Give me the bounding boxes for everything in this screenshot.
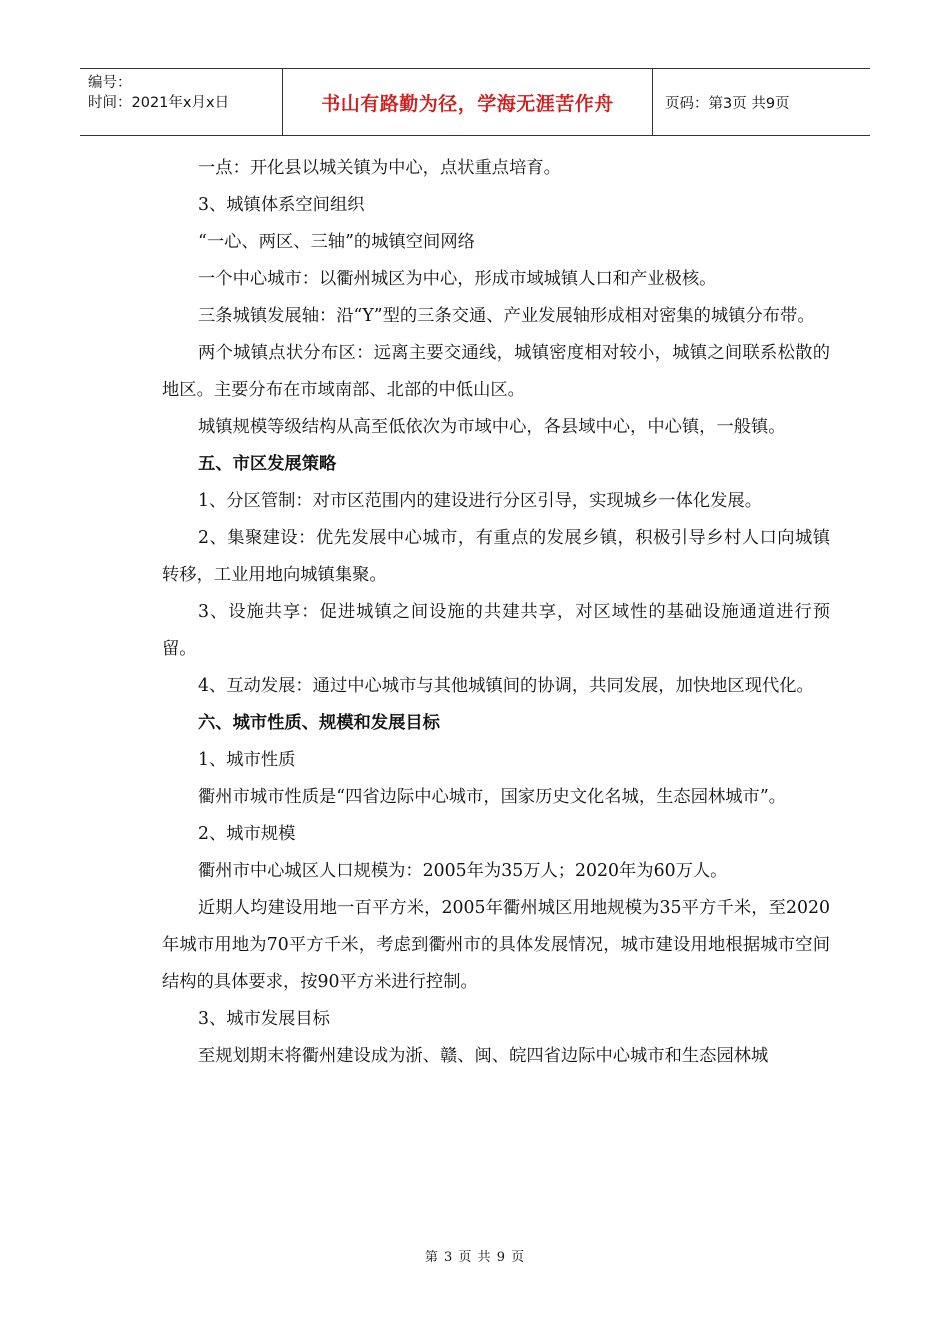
paragraph: 至规划期末将衢州建设成为浙、赣、闽、皖四省边际中心城市和生态园林城 xyxy=(198,1046,769,1066)
paragraph: 2、集聚建设：优先发展中心城市，有重点的发展乡镇，积极引导乡村人口向城镇转移，工业用地向城镇集聚。 xyxy=(162,528,830,585)
paragraph: 城镇规模等级结构从高至低依次为市域中心，各县域中心，中心镇，一般镇。 xyxy=(198,417,786,437)
chapter-heading: 五、市区发展策略 xyxy=(198,454,337,474)
paragraph: 4、互动发展：通过中心城市与其他城镇间的协调，共同发展，加快地区现代化。 xyxy=(198,676,814,696)
paragraph: 一个中心城市：以衢州城区为中心，形成市域城镇人口和产业极核。 xyxy=(198,269,717,289)
header-meta xyxy=(80,69,283,135)
paragraph: 两个城镇点状分布区：远离主要交通线，城镇密度相对较小，城镇之间联系松散的地区。主要分布在市域南部、北部的中低山区。 xyxy=(162,343,830,400)
section-heading: 3、城市发展目标 xyxy=(198,1009,330,1029)
page-footer: 第 3 页 共 9 页 xyxy=(424,1250,526,1265)
document-body xyxy=(162,150,830,1075)
paragraph: 衢州市城市性质是“四省边际中心城市，国家历史文化名城，生态园林城市”。 xyxy=(198,787,786,807)
header-motto: 书山有路勤为径，学海无涯苦作舟 xyxy=(283,69,653,135)
section-heading: 2、城市规模 xyxy=(198,824,296,844)
paragraph: 3、设施共享：促进城镇之间设施的共建共享，对区域性的基础设施通道进行预留。 xyxy=(162,602,830,659)
chapter-heading: 六、城市性质、规模和发展目标 xyxy=(198,713,440,733)
paragraph: 三条城镇发展轴：沿“Y”型的三条交通、产业发展轴形成相对密集的城镇分布带。 xyxy=(198,306,815,326)
header-page-label: 页码：第3页 共9页 xyxy=(665,95,790,112)
paragraph: 一点：开化县以城关镇为中心，点状重点培育。 xyxy=(198,158,561,178)
document-date-label: 时间：2021年x月x日 xyxy=(88,95,230,111)
section-heading: 3、城镇体系空间组织 xyxy=(198,195,365,215)
paragraph: 1、分区管制：对市区范围内的建设进行分区引导，实现城乡一体化发展。 xyxy=(198,491,762,511)
document-number-label: 编号： xyxy=(88,75,132,91)
page-header xyxy=(80,68,870,136)
paragraph: 近期人均建设用地一百平方米，2005年衢州城区用地规模为35平方千米，至2020年城市用地为70平方千米，考虑到衢州市的具体发展情况，城市建设用地根据城市空间结构的具体要求，按90平方米进行控制。 xyxy=(162,898,830,992)
paragraph: 衢州市中心城区人口规模为：2005年为35万人；2020年为60万人。 xyxy=(198,861,728,881)
paragraph: “一心、两区、三轴”的城镇空间网络 xyxy=(198,232,475,252)
section-heading: 1、城市性质 xyxy=(198,750,296,770)
